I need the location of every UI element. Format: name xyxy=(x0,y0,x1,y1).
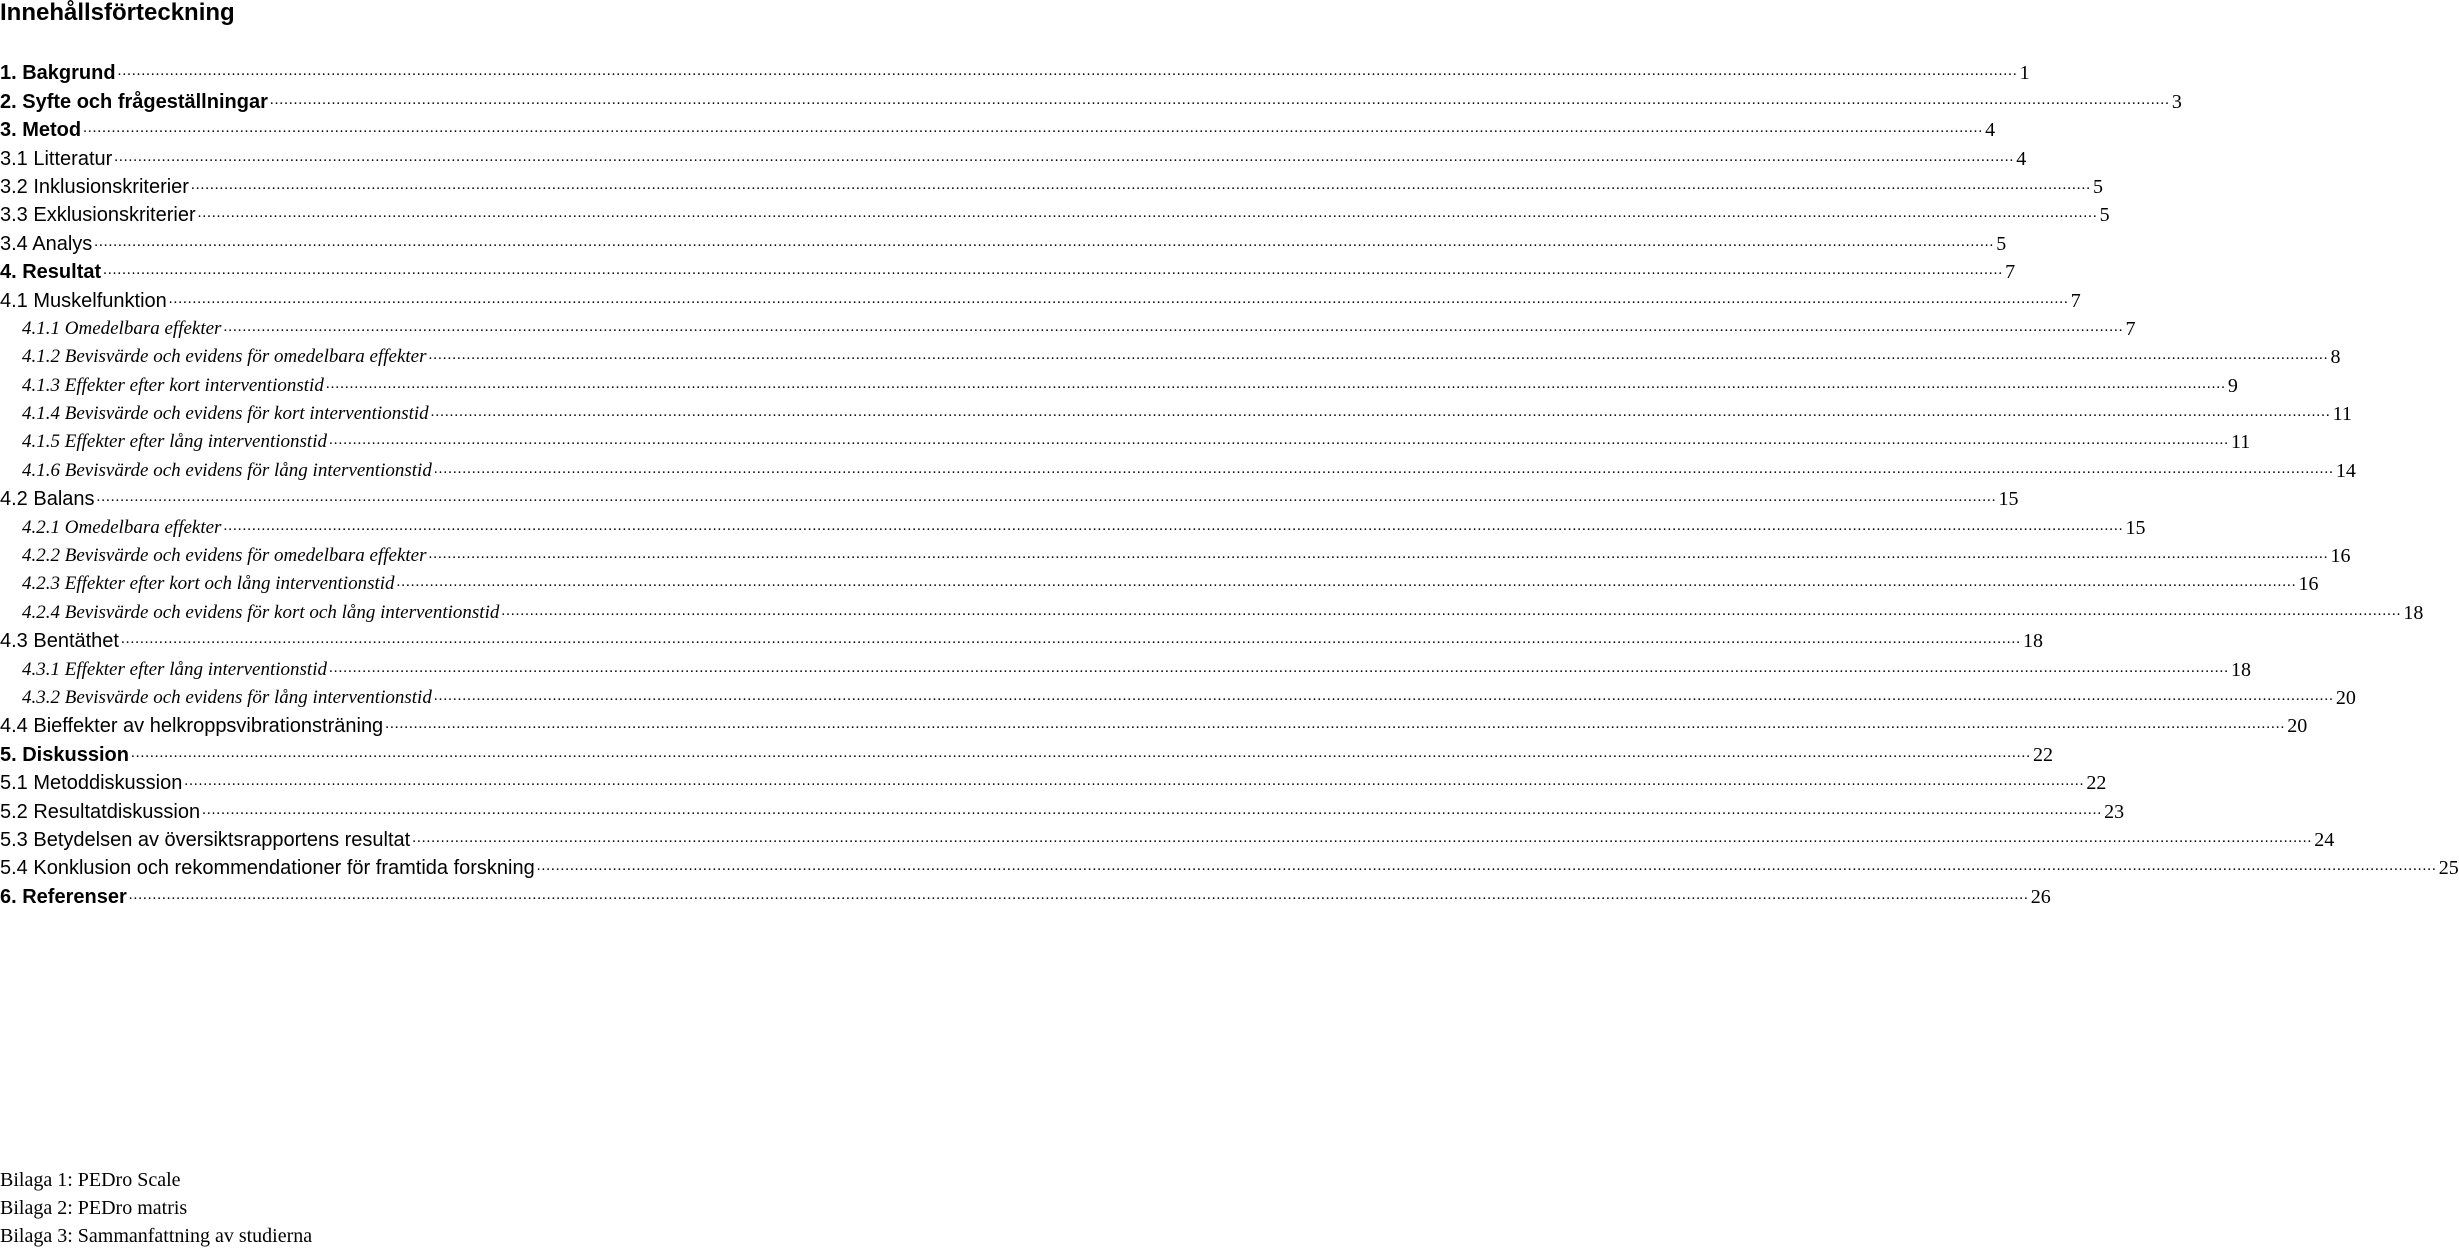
toc-entry[interactable] xyxy=(0,141,2027,170)
toc-entry[interactable] xyxy=(0,624,2043,653)
toc-entry-label: 4.4 Bieffekter av helkroppsvibrationsträning xyxy=(0,715,384,738)
toc-entry[interactable] xyxy=(0,652,2251,681)
toc-page-number: 5 xyxy=(2092,175,2103,198)
toc-entry-label: 4.1 Muskelfunktion xyxy=(0,289,167,312)
toc-leader-dots: ................................................................................................................................................................................................................................................................................................................................................................................................................ xyxy=(202,801,2103,818)
toc-entry-label: 1. Bakgrund xyxy=(0,62,116,85)
toc-leader-dots: ................................................................................................................................................................................................................................................................................................................................................................................................................ xyxy=(501,602,2402,619)
toc-page-number: 15 xyxy=(1998,488,2019,511)
toc-page-number: 14 xyxy=(2335,459,2356,482)
toc-entry[interactable] xyxy=(0,312,2136,340)
toc-entry[interactable] xyxy=(0,737,2053,766)
toc-page-number: 20 xyxy=(2335,686,2356,709)
toc-page-number: 15 xyxy=(2125,516,2146,539)
toc-page-number: 5 xyxy=(2099,204,2110,227)
page-title: Innehållsförteckning xyxy=(0,0,235,26)
toc-entry[interactable] xyxy=(0,113,1996,142)
toc-leader-dots: ................................................................................................................................................................................................................................................................................................................................................................................................................ xyxy=(430,404,2331,421)
toc-leader-dots: ................................................................................................................................................................................................................................................................................................................................................................................................................ xyxy=(433,687,2334,704)
toc-entry-label: 3. Metod xyxy=(0,119,82,142)
toc-entry-label: 4.2.3 Effekter efter kort och lång interventionstid xyxy=(22,573,395,595)
toc-entry-label: 4.2.1 Omedelbara effekter xyxy=(22,516,222,538)
toc-entry-label: 4. Resultat xyxy=(0,261,102,284)
toc-page-number: 9 xyxy=(2227,374,2238,397)
toc-leader-dots: ................................................................................................................................................................................................................................................................................................................................................................................................................ xyxy=(94,233,1995,250)
toc-entry[interactable] xyxy=(0,255,2016,284)
appendix-list xyxy=(0,1166,312,1250)
toc-entry[interactable] xyxy=(0,510,2146,539)
toc-page-number: 16 xyxy=(2330,545,2351,568)
table-of-contents xyxy=(0,56,2459,908)
toc-entry[interactable] xyxy=(0,595,2424,624)
toc-entry[interactable] xyxy=(0,482,2019,511)
toc-entry-label: 4.2.2 Bevisvärde och evidens för omedelbara effekter xyxy=(22,545,427,567)
toc-page-number: 7 xyxy=(2125,317,2136,340)
toc-entry[interactable] xyxy=(0,340,2341,369)
toc-leader-dots: ................................................................................................................................................................................................................................................................................................................................................................................................................ xyxy=(428,546,2329,563)
toc-leader-dots: ................................................................................................................................................................................................................................................................................................................................................................................................................ xyxy=(83,120,1984,137)
toc-entry[interactable] xyxy=(0,368,2238,397)
toc-page-number: 11 xyxy=(2231,431,2251,454)
toc-page-number: 24 xyxy=(2314,828,2335,851)
toc-page-number: 11 xyxy=(2332,403,2352,426)
toc-entry-label: 5.3 Betydelsen av översiktsrapportens resultat xyxy=(0,828,411,851)
toc-leader-dots: ................................................................................................................................................................................................................................................................................................................................................................................................................ xyxy=(433,460,2334,477)
toc-leader-dots: ................................................................................................................................................................................................................................................................................................................................................................................................................ xyxy=(103,262,2004,279)
toc-leader-dots: ................................................................................................................................................................................................................................................................................................................................................................................................................ xyxy=(396,574,2297,591)
toc-entry-label: 4.3.1 Effekter efter lång interventionstid xyxy=(22,658,327,680)
toc-page-number: 4 xyxy=(1985,119,1996,142)
toc-entry-label: 3.3 Exklusionskriterier xyxy=(0,204,196,227)
toc-entry[interactable] xyxy=(0,84,2182,113)
toc-entry[interactable] xyxy=(0,170,2103,198)
toc-leader-dots: ................................................................................................................................................................................................................................................................................................................................................................................................................ xyxy=(190,176,2091,193)
toc-page-number: 22 xyxy=(2032,743,2053,766)
toc-leader-dots: ................................................................................................................................................................................................................................................................................................................................................................................................................ xyxy=(412,829,2313,846)
toc-entry-label: 4.1.2 Bevisvärde och evidens för omedelbara effekter xyxy=(22,346,427,368)
toc-entry[interactable] xyxy=(0,226,2007,255)
toc-leader-dots: ................................................................................................................................................................................................................................................................................................................................................................................................................ xyxy=(168,290,2069,307)
toc-page-number: 3 xyxy=(2171,90,2182,113)
toc-page-number: 26 xyxy=(2030,885,2051,908)
toc-leader-dots: ................................................................................................................................................................................................................................................................................................................................................................................................................ xyxy=(536,858,2437,875)
toc-entry[interactable] xyxy=(0,539,2351,568)
toc-leader-dots: ................................................................................................................................................................................................................................................................................................................................................................................................................ xyxy=(428,347,2329,364)
toc-entry[interactable] xyxy=(0,879,2051,908)
toc-entry-label: 5.2 Resultatdiskussion xyxy=(0,800,201,823)
toc-leader-dots: ................................................................................................................................................................................................................................................................................................................................................................................................................ xyxy=(223,318,2124,335)
toc-page-number: 8 xyxy=(2330,346,2341,369)
toc-entry-label: 4.1.5 Effekter efter lång interventionstid xyxy=(22,431,327,453)
toc-entry[interactable] xyxy=(0,823,2335,851)
toc-entry[interactable] xyxy=(0,453,2356,482)
toc-entry-label: 2. Syfte och frågeställningar xyxy=(0,90,268,113)
toc-entry-label: 3.1 Litteratur xyxy=(0,147,113,170)
toc-entry[interactable] xyxy=(0,283,2081,312)
toc-entry-label: 5.1 Metoddiskussion xyxy=(0,772,183,795)
toc-leader-dots: ................................................................................................................................................................................................................................................................................................................................................................................................................ xyxy=(329,659,2229,676)
toc-entry[interactable] xyxy=(0,794,2125,823)
toc-entry-label: 5.4 Konklusion och rekommendationer för framtida forskning xyxy=(0,857,535,880)
toc-entry-label: 6. Referenser xyxy=(0,885,127,908)
toc-page-number: 5 xyxy=(1996,232,2007,255)
toc-entry-label: 4.1.3 Effekter efter kort interventionstid xyxy=(22,374,324,396)
toc-page-number: 4 xyxy=(2016,147,2027,170)
toc-page-number: 20 xyxy=(2287,715,2308,738)
toc-leader-dots: ................................................................................................................................................................................................................................................................................................................................................................................................................ xyxy=(117,63,2018,80)
toc-entry-label: 4.1.6 Bevisvärde och evidens för lång interventionstid xyxy=(22,459,432,481)
toc-entry[interactable] xyxy=(0,198,2110,227)
toc-entry-label: 5. Diskussion xyxy=(0,743,129,766)
toc-page-number: 1 xyxy=(2019,62,2030,85)
toc-entry[interactable] xyxy=(0,851,2459,880)
toc-entry[interactable] xyxy=(0,567,2319,596)
toc-leader-dots: ................................................................................................................................................................................................................................................................................................................................................................................................................ xyxy=(114,148,2015,165)
toc-leader-dots: ................................................................................................................................................................................................................................................................................................................................................................................................................ xyxy=(130,744,2031,761)
toc-entry-label: 4.1.4 Bevisvärde och evidens för kort interventionstid xyxy=(22,403,429,425)
toc-leader-dots: ................................................................................................................................................................................................................................................................................................................................................................................................................ xyxy=(385,716,2286,733)
toc-leader-dots: ................................................................................................................................................................................................................................................................................................................................................................................................................ xyxy=(269,91,2170,108)
toc-entry[interactable] xyxy=(0,681,2356,709)
toc-entry[interactable] xyxy=(0,425,2251,454)
toc-leader-dots: ................................................................................................................................................................................................................................................................................................................................................................................................................ xyxy=(128,886,2029,903)
toc-page-number: 18 xyxy=(2022,630,2043,653)
toc-entry-label: 4.3 Bentäthet xyxy=(0,630,119,653)
toc-entry[interactable] xyxy=(0,709,2308,738)
toc-entry[interactable] xyxy=(0,56,2030,85)
toc-leader-dots: ................................................................................................................................................................................................................................................................................................................................................................................................................ xyxy=(120,631,2021,648)
toc-page-number: 18 xyxy=(2231,658,2251,681)
toc-entry[interactable] xyxy=(0,397,2352,426)
toc-entry-label: 4.2.4 Bevisvärde och evidens för kort och lång interventionstid xyxy=(22,601,500,623)
appendix-item: Bilaga 2: PEDro matris xyxy=(0,1197,188,1219)
toc-entry-label: 4.3.2 Bevisvärde och evidens för lång interventionstid xyxy=(22,686,432,708)
toc-entry-label: 4.2 Balans xyxy=(0,488,95,511)
toc-page-number: 18 xyxy=(2403,601,2424,624)
appendix-item: Bilaga 3: Sammanfattning av studierna xyxy=(0,1225,313,1247)
toc-entry-label: 3.2 Inklusionskriterier xyxy=(0,175,189,198)
toc-leader-dots: ................................................................................................................................................................................................................................................................................................................................................................................................................ xyxy=(329,432,2229,449)
toc-page-number: 22 xyxy=(2086,772,2107,795)
toc-leader-dots: ................................................................................................................................................................................................................................................................................................................................................................................................................ xyxy=(223,517,2124,534)
toc-page-number: 25 xyxy=(2438,857,2459,880)
toc-entry[interactable] xyxy=(0,766,2107,795)
toc-page-number: 7 xyxy=(2070,289,2081,312)
toc-leader-dots: ................................................................................................................................................................................................................................................................................................................................................................................................................ xyxy=(96,489,1997,506)
toc-page-number: 16 xyxy=(2298,573,2319,596)
toc-page-number: 23 xyxy=(2104,800,2125,823)
appendix-item: Bilaga 1: PEDro Scale xyxy=(0,1169,181,1191)
toc-leader-dots: ................................................................................................................................................................................................................................................................................................................................................................................................................ xyxy=(197,205,2098,222)
toc-page-number: 7 xyxy=(2005,261,2016,284)
toc-entry-label: 4.1.1 Omedelbara effekter xyxy=(22,317,222,339)
toc-entry-label: 3.4 Analys xyxy=(0,232,93,255)
toc-leader-dots: ................................................................................................................................................................................................................................................................................................................................................................................................................ xyxy=(184,773,2085,790)
toc-leader-dots: ................................................................................................................................................................................................................................................................................................................................................................................................................ xyxy=(325,375,2226,392)
